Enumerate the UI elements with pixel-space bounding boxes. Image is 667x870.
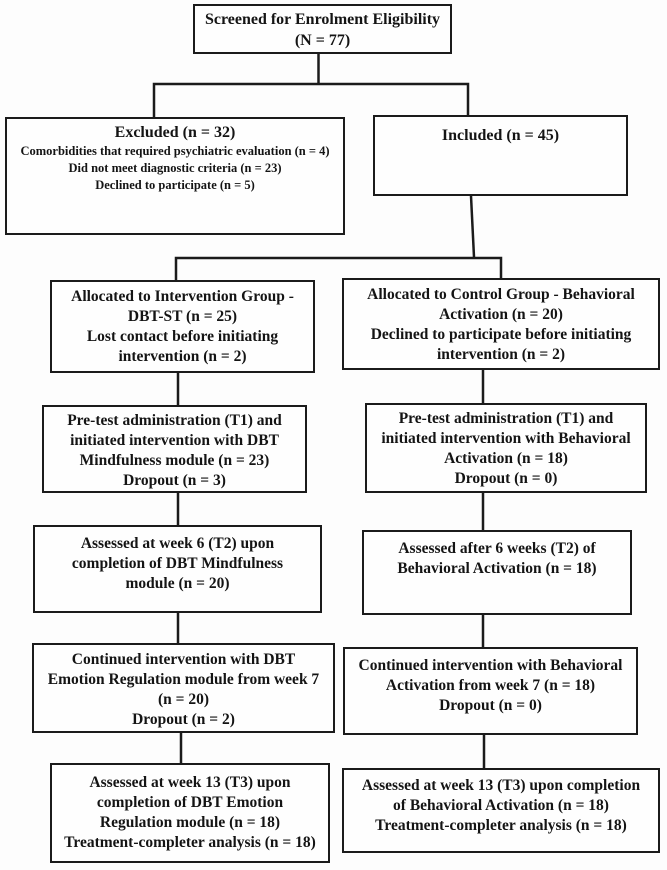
connector-included-stub bbox=[471, 196, 474, 257]
assessed-week13-behavioral-activation-box: Assessed at week 13 (T3) upon completion of Behavioral Activation (n = 18) Treatment-completer analysis (n = 18) bbox=[342, 768, 660, 853]
assessed-week6-behavioral-activation-box: Assessed after 6 weeks (T2) of Behavioral Activation (n = 18) bbox=[362, 530, 632, 615]
excluded-title: Excluded (n = 32) bbox=[114, 124, 236, 141]
pretest-dbt-box: Pre-test administration (T1) and initiated intervention with DBT Mindfulness module (n = 23) Dropout (n = 3) bbox=[42, 405, 307, 493]
continued-behavioral-activation-box: Continued intervention with Behavioral Activation from week 7 (n = 18) Dropout (n = 0) bbox=[343, 647, 638, 735]
allocated-intervention-box: Allocated to Intervention Group - DBT-ST (n = 25) Lost contact before initiating intervention (n = 2) bbox=[50, 280, 315, 373]
connector-branch-2 bbox=[176, 258, 501, 280]
continued-dbt-box: Continued intervention with DBT Emotion Regulation module from week 7 (n = 20) Dropout (n = 2) bbox=[32, 643, 335, 733]
assessed-week6-dbt-box: Assessed at week 6 (T2) upon completion of DBT Mindfulness module (n = 20) bbox=[33, 525, 322, 613]
excluded-details: Comorbidities that required psychiatric evaluation (n = 4) Did not meet diagnostic criteria (n = 23) Declined to participate (n = 5) bbox=[20, 144, 330, 192]
connector-branch-1 bbox=[154, 84, 468, 117]
included-box: Included (n = 45) bbox=[373, 115, 628, 196]
excluded-box bbox=[5, 117, 345, 235]
allocated-control-box: Allocated to Control Group - Behavioral Activation (n = 20) Declined to participate before initiating intervention (n = 2) bbox=[342, 278, 660, 370]
assessed-week13-dbt-box: Assessed at week 13 (T3) upon completion of DBT Emotion Regulation module (n = 18) Treatment-completer analysis (n = 18) bbox=[50, 763, 330, 863]
pretest-behavioral-activation-box: Pre-test administration (T1) and initiated intervention with Behavioral Activation (n = 18) Dropout (n = 0) bbox=[365, 403, 647, 493]
screened-box: Screened for Enrolment Eligibility (N = 77) bbox=[193, 4, 452, 54]
